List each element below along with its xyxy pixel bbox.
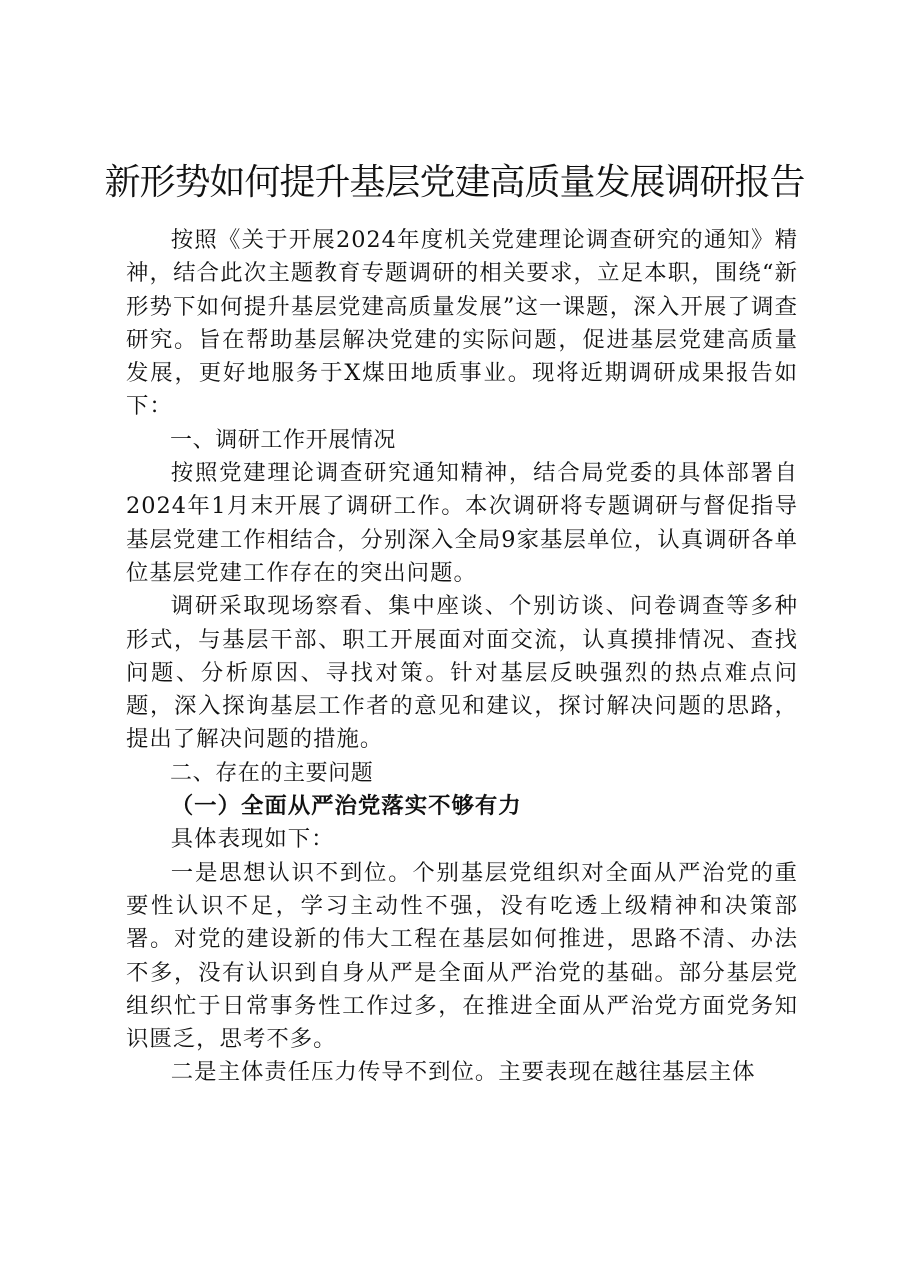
subsection-heading-1: （一）全面从严治党落实不够有力 [170, 793, 522, 820]
document-title: 新形势如何提升基层党建高质量发展调研报告 [104, 162, 805, 203]
body-paragraph: 一是思想认识不到位。个别基层党组织对全面从严治党的重要性认识不足，学习主动性不强，没有吃透上级精神和决策部署。对党的建设新的伟大工程在基层如何推进，思路不清、办法不多，没有认识到自身从严是全面从严治党的基础。部分基层党组织忙于日常事务性工作过多，在推进全面从严治党方面党务知识匮乏，思考不多。 [126, 859, 798, 1053]
intro-paragraph: 按照《关于开展2024年度机关党建理论调查研究的通知》精神，结合此次主题教育专题调研的相关要求，立足本职，围绕“新形势下如何提升基层党建高质量发展”这一课题，深入开展了调查研究。旨在帮助基层解决党建的实际问题，促进基层党建高质量发展，更好地服务于X煤田地质事业。现将近期调研成果报告如下： [126, 227, 798, 420]
section-heading-1: 一、调研工作开展情况 [170, 427, 397, 453]
body-paragraph: 二是主体责任压力传导不到位。主要表现在越往基层主体 [170, 1059, 756, 1086]
document-body [126, 224, 798, 1090]
body-paragraph: 调研采取现场察看、集中座谈、个别访谈、问卷调查等多种形式，与基层干部、职工开展面对面交流，认真摸排情况、查找问题、分析原因、寻找对策。针对基层反映强烈的热点难点问题，深入探询基层工作者的意见和建议，探讨解决问题的思路，提出了解决问题的措施。 [126, 593, 798, 753]
body-paragraph: 按照党建理论调查研究通知精神，结合局党委的具体部署自2024年1月末开展了调研工作。本次调研将专题调研与督促指导基层党建工作相结合，分别深入全局9家基层单位，认真调研各单位基层党建工作存在的突出问题。 [126, 460, 798, 586]
section-heading-2: 二、存在的主要问题 [170, 760, 374, 786]
body-paragraph: 具体表现如下： [170, 826, 335, 853]
